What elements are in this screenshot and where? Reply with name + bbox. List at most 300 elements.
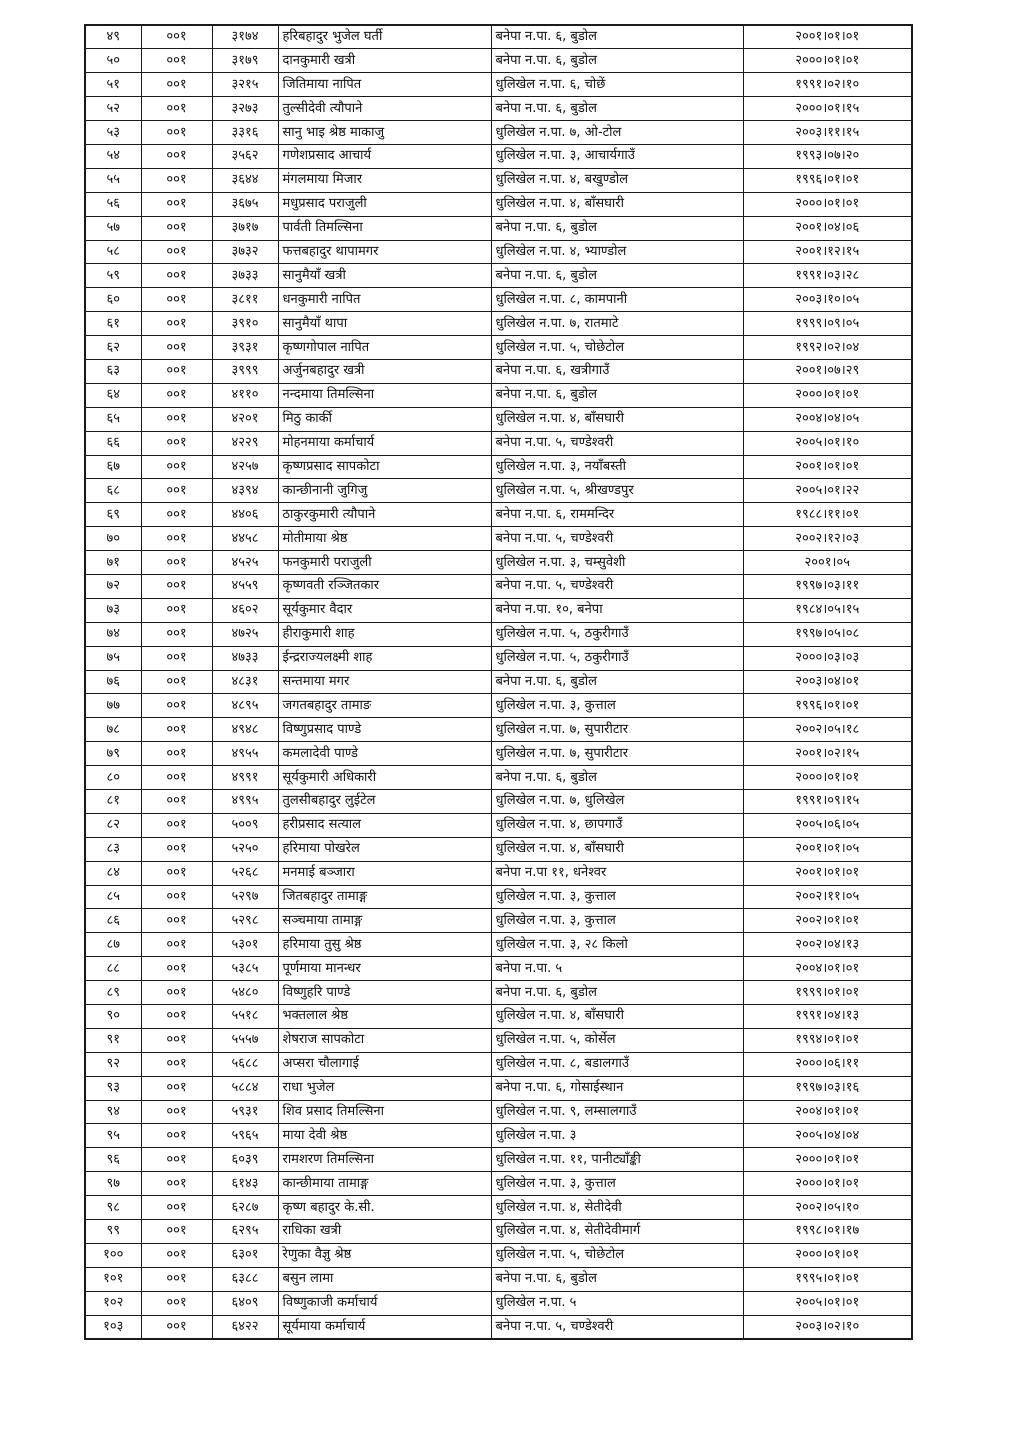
- date-cell: १९९१।०३।२८: [743, 264, 912, 288]
- table-row: [85, 1243, 912, 1267]
- address-cell: धुलिखेल न.पा. ७, धुलिखेल: [491, 790, 743, 814]
- code-cell: ००१: [141, 1148, 212, 1172]
- serial-number-cell: ५९: [85, 264, 141, 288]
- date-cell: २००५।०१।२२: [743, 479, 912, 503]
- date-cell: २००५।०१।१०: [743, 431, 912, 455]
- code-cell: ००१: [141, 598, 212, 622]
- registration-number-cell: ४५५९: [212, 574, 278, 598]
- code-cell: ००१: [141, 670, 212, 694]
- name-cell: मधुप्रसाद पराजुली: [278, 192, 491, 216]
- name-cell: विष्णुकाजी कर्माचार्य: [278, 1291, 491, 1315]
- code-cell: ००१: [141, 407, 212, 431]
- date-cell: १९९९।०१।०१: [743, 981, 912, 1005]
- registration-number-cell: ५५५७: [212, 1028, 278, 1052]
- code-cell: ००१: [141, 527, 212, 551]
- registration-number-cell: ३६४४: [212, 168, 278, 192]
- table-row: [85, 694, 912, 718]
- date-cell: २०००।०१।१५: [743, 97, 912, 121]
- serial-number-cell: ९८: [85, 1196, 141, 1220]
- date-cell: २०००।०६।११: [743, 1052, 912, 1076]
- table-row: [85, 455, 912, 479]
- name-cell: कृष्णगोपाल नापित: [278, 336, 491, 360]
- registration-number-cell: ३१७४: [212, 25, 278, 49]
- serial-number-cell: १००: [85, 1243, 141, 1267]
- address-cell: धुलिखेल न.पा. ४, बाँसघारी: [491, 192, 743, 216]
- name-cell: मोहनमाया कर्माचार्य: [278, 431, 491, 455]
- date-cell: १९९९।०९।०५: [743, 312, 912, 336]
- registration-number-cell: ३६७५: [212, 192, 278, 216]
- date-cell: २०००।०१।०१: [743, 1148, 912, 1172]
- code-cell: ००१: [141, 574, 212, 598]
- code-cell: ००१: [141, 1315, 212, 1339]
- address-cell: धुलिखेल न.पा. ४, छापगाउँ: [491, 813, 743, 837]
- code-cell: ००१: [141, 981, 212, 1005]
- registration-number-cell: ३९९९: [212, 359, 278, 383]
- code-cell: ००१: [141, 718, 212, 742]
- date-cell: २०००।०१।०१: [743, 383, 912, 407]
- date-cell: २००१।०१।०१: [743, 455, 912, 479]
- serial-number-cell: ६१: [85, 312, 141, 336]
- name-cell: सानुमैयाँ थापा: [278, 312, 491, 336]
- registration-number-cell: ५००९: [212, 813, 278, 837]
- address-cell: धुलिखेल न.पा. ३: [491, 1124, 743, 1148]
- date-cell: १९९८।०१।१७: [743, 1220, 912, 1244]
- address-cell: धुलिखेल न.पा. ५, ठकुरीगाउँ: [491, 646, 743, 670]
- name-cell: गणेशप्रसाद आचार्य: [278, 144, 491, 168]
- code-cell: ००१: [141, 885, 212, 909]
- serial-number-cell: ७८: [85, 718, 141, 742]
- serial-number-cell: ८५: [85, 885, 141, 909]
- code-cell: ००१: [141, 431, 212, 455]
- name-cell: हरिबहादुर भुजेल घर्ती: [278, 25, 491, 49]
- registration-number-cell: ३२७३: [212, 97, 278, 121]
- code-cell: ००१: [141, 1076, 212, 1100]
- registration-number-cell: ५९६५: [212, 1124, 278, 1148]
- code-cell: ००१: [141, 813, 212, 837]
- name-cell: हरीप्रसाद सत्याल: [278, 813, 491, 837]
- serial-number-cell: ७२: [85, 574, 141, 598]
- name-cell: हरिमाया तुसु श्रेष्ठ: [278, 933, 491, 957]
- date-cell: १९९७।०३।१६: [743, 1076, 912, 1100]
- address-cell: बनेपा न.पा. ६, बुडोल: [491, 216, 743, 240]
- code-cell: ००१: [141, 861, 212, 885]
- name-cell: अप्सरा चौलागाई: [278, 1052, 491, 1076]
- serial-number-cell: ९३: [85, 1076, 141, 1100]
- name-cell: धनकुमारी नापित: [278, 288, 491, 312]
- address-cell: बनेपा न.पा. ६, बुडोल: [491, 97, 743, 121]
- table-row: [85, 527, 912, 551]
- address-cell: धुलिखेल न.पा. ५, कोर्सेल: [491, 1028, 743, 1052]
- table-row: [85, 766, 912, 790]
- address-cell: बनेपा न.पा. ५: [491, 957, 743, 981]
- code-cell: ००१: [141, 909, 212, 933]
- address-cell: धुलिखेल न.पा. ३, कुत्ताल: [491, 885, 743, 909]
- table-row: [85, 646, 912, 670]
- code-cell: ००१: [141, 551, 212, 575]
- code-cell: ००१: [141, 1291, 212, 1315]
- date-cell: २०००।०१।०१: [743, 1172, 912, 1196]
- registration-number-cell: ५२९८: [212, 909, 278, 933]
- name-cell: जितबहादुर तामाङ्ग: [278, 885, 491, 909]
- serial-number-cell: ७०: [85, 527, 141, 551]
- serial-number-cell: ५३: [85, 121, 141, 145]
- registration-number-cell: ३१७९: [212, 49, 278, 73]
- name-cell: शेषराज सापकोटा: [278, 1028, 491, 1052]
- registration-number-cell: ४२२९: [212, 431, 278, 455]
- address-cell: धुलिखेल न.पा. ५: [491, 1291, 743, 1315]
- address-cell: बनेपा न.पा. ६, बुडोल: [491, 49, 743, 73]
- name-cell: कृष्णवती रञ्जितकार: [278, 574, 491, 598]
- address-cell: धुलिखेल न.पा. ३, कुत्ताल: [491, 909, 743, 933]
- address-cell: बनेपा न.पा. १०, बनेपा: [491, 598, 743, 622]
- code-cell: ००१: [141, 742, 212, 766]
- code-cell: ००१: [141, 455, 212, 479]
- date-cell: २०००।०३।०३: [743, 646, 912, 670]
- address-cell: धुलिखेल न.पा. ५, चोछेटोल: [491, 1243, 743, 1267]
- serial-number-cell: ४९: [85, 25, 141, 49]
- serial-number-cell: ९७: [85, 1172, 141, 1196]
- registration-number-cell: ४२५७: [212, 455, 278, 479]
- table-row: [85, 25, 912, 49]
- serial-number-cell: ५१: [85, 73, 141, 97]
- date-cell: २००२।१२।०३: [743, 527, 912, 551]
- address-cell: धुलिखेल न.पा. ७, ओ-टोल: [491, 121, 743, 145]
- code-cell: ००१: [141, 73, 212, 97]
- address-cell: धुलिखेल न.पा. ११, पानीट्याँङ्की: [491, 1148, 743, 1172]
- registration-number-cell: ४६०२: [212, 598, 278, 622]
- address-cell: धुलिखेल न.पा. ३, आचार्यगाउँ: [491, 144, 743, 168]
- registration-number-cell: ५९३१: [212, 1100, 278, 1124]
- name-cell: हरिमाया पोखरेल: [278, 837, 491, 861]
- address-cell: धुलिखेल न.पा. ४, बाँसघारी: [491, 1005, 743, 1029]
- serial-number-cell: ५४: [85, 144, 141, 168]
- table-row: [85, 240, 912, 264]
- code-cell: ००१: [141, 336, 212, 360]
- registration-number-cell: ६०३९: [212, 1148, 278, 1172]
- table-row: [85, 1028, 912, 1052]
- code-cell: ००१: [141, 622, 212, 646]
- address-cell: बनेपा न.पा. ६, बुडोल: [491, 670, 743, 694]
- table-row: [85, 813, 912, 837]
- code-cell: ००१: [141, 121, 212, 145]
- address-cell: धुलिखेल न.पा. ५, श्रीखण्डपुर: [491, 479, 743, 503]
- table-row: [85, 144, 912, 168]
- table-row: [85, 1076, 912, 1100]
- serial-number-cell: ६६: [85, 431, 141, 455]
- registration-number-cell: ४३९४: [212, 479, 278, 503]
- registration-number-cell: ३५६२: [212, 144, 278, 168]
- date-cell: २००२।०४।१३: [743, 933, 912, 957]
- table-row: [85, 1196, 912, 1220]
- date-cell: २००४।०१।०१: [743, 1100, 912, 1124]
- registration-number-cell: ५२६८: [212, 861, 278, 885]
- table-row: [85, 1172, 912, 1196]
- serial-number-cell: ६२: [85, 336, 141, 360]
- date-cell: २००१।०१।०५: [743, 837, 912, 861]
- name-cell: बसुन लामा: [278, 1267, 491, 1291]
- registration-number-cell: ५५१८: [212, 1005, 278, 1029]
- table-row: [85, 742, 912, 766]
- address-cell: बनेपा न.पा. ६, बुडोल: [491, 383, 743, 407]
- date-cell: १९९६।०१।०१: [743, 694, 912, 718]
- table-row: [85, 383, 912, 407]
- table-row: [85, 670, 912, 694]
- table-row: [85, 1291, 912, 1315]
- date-cell: २००५।०१।०१: [743, 1291, 912, 1315]
- code-cell: ००१: [141, 383, 212, 407]
- name-cell: हीराकुमारी शाह: [278, 622, 491, 646]
- serial-number-cell: ९२: [85, 1052, 141, 1076]
- name-cell: अर्जुनबहादुर खत्री: [278, 359, 491, 383]
- name-cell: राधा भुजेल: [278, 1076, 491, 1100]
- serial-number-cell: ८१: [85, 790, 141, 814]
- table-row: [85, 1148, 912, 1172]
- serial-number-cell: ९९: [85, 1220, 141, 1244]
- name-cell: जगतबहादुर तामाङ: [278, 694, 491, 718]
- address-cell: बनेपा न.पा. ६, बुडोल: [491, 1267, 743, 1291]
- date-cell: २००५।०४।०४: [743, 1124, 912, 1148]
- registration-number-cell: ६४०९: [212, 1291, 278, 1315]
- name-cell: सञ्चमाया तामाङ्ग: [278, 909, 491, 933]
- date-cell: २००१।०५: [743, 551, 912, 575]
- date-cell: २००२।०१।०१: [743, 909, 912, 933]
- serial-number-cell: ५०: [85, 49, 141, 73]
- table-row: [85, 503, 912, 527]
- code-cell: ००१: [141, 1267, 212, 1291]
- address-cell: बनेपा न.पा. ६, बुडोल: [491, 766, 743, 790]
- serial-number-cell: ५६: [85, 192, 141, 216]
- table-row: [85, 909, 912, 933]
- serial-number-cell: १०१: [85, 1267, 141, 1291]
- address-cell: धुलिखेल न.पा. ९, लम्सालगाउँ: [491, 1100, 743, 1124]
- address-cell: बनेपा न.पा. ५, चण्डेश्वरी: [491, 431, 743, 455]
- name-cell: ईन्द्रराज्यलक्ष्मी शाह: [278, 646, 491, 670]
- name-cell: कान्छीमाया तामाङ्ग: [278, 1172, 491, 1196]
- code-cell: ००१: [141, 1172, 212, 1196]
- table-row: [85, 216, 912, 240]
- table-row: [85, 1100, 912, 1124]
- registration-number-cell: ६४२२: [212, 1315, 278, 1339]
- serial-number-cell: ७६: [85, 670, 141, 694]
- name-cell: तुल्सीदेवी त्यौपाने: [278, 97, 491, 121]
- registration-number-cell: ४८३१: [212, 670, 278, 694]
- code-cell: ००१: [141, 25, 212, 49]
- code-cell: ००१: [141, 312, 212, 336]
- registration-number-cell: ३७३२: [212, 240, 278, 264]
- name-cell: विष्णुहरि पाण्डे: [278, 981, 491, 1005]
- registration-number-cell: ५८८४: [212, 1076, 278, 1100]
- code-cell: ००१: [141, 790, 212, 814]
- address-cell: बनेपा न.पा. ६, बुडोल: [491, 264, 743, 288]
- table-row: [85, 336, 912, 360]
- code-cell: ००१: [141, 240, 212, 264]
- code-cell: ००१: [141, 766, 212, 790]
- registration-number-cell: ४२०१: [212, 407, 278, 431]
- registration-number-cell: ६२८७: [212, 1196, 278, 1220]
- date-cell: २००२।०५।१८: [743, 718, 912, 742]
- code-cell: ००१: [141, 1005, 212, 1029]
- table-row: [85, 933, 912, 957]
- code-cell: ००१: [141, 168, 212, 192]
- code-cell: ००१: [141, 646, 212, 670]
- serial-number-cell: ६९: [85, 503, 141, 527]
- registration-number-cell: ४९५५: [212, 742, 278, 766]
- name-cell: कमलादेवी पाण्डे: [278, 742, 491, 766]
- table-row: [85, 288, 912, 312]
- serial-number-cell: ७४: [85, 622, 141, 646]
- serial-number-cell: ७३: [85, 598, 141, 622]
- table-row: [85, 121, 912, 145]
- name-cell: राधिका खत्री: [278, 1220, 491, 1244]
- date-cell: १९८८।११।०१: [743, 503, 912, 527]
- name-cell: विष्णुप्रसाद पाण्डे: [278, 718, 491, 742]
- serial-number-cell: ७९: [85, 742, 141, 766]
- date-cell: २००१।०१।०१: [743, 861, 912, 885]
- name-cell: सानुमैयाँ खत्री: [278, 264, 491, 288]
- address-cell: धुलिखेल न.पा. ४, भ्याण्डोल: [491, 240, 743, 264]
- registration-number-cell: ४७३३: [212, 646, 278, 670]
- code-cell: ००१: [141, 288, 212, 312]
- date-cell: १९९१।०२।१०: [743, 73, 912, 97]
- name-cell: सन्तमाया मगर: [278, 670, 491, 694]
- registration-number-cell: ४९९५: [212, 790, 278, 814]
- name-cell: सूर्यकुमारी अधिकारी: [278, 766, 491, 790]
- serial-number-cell: ८६: [85, 909, 141, 933]
- serial-number-cell: ६५: [85, 407, 141, 431]
- table-row: [85, 97, 912, 121]
- address-cell: धुलिखेल न.पा. ७, सुपारीटार: [491, 742, 743, 766]
- registration-number-cell: ३७१७: [212, 216, 278, 240]
- date-cell: २०००।०१।०१: [743, 49, 912, 73]
- address-cell: बनेपा न.पा. ६, बुडोल: [491, 981, 743, 1005]
- name-cell: फत्तबहादुर थापामगर: [278, 240, 491, 264]
- date-cell: २००१।०७।२९: [743, 359, 912, 383]
- registration-number-cell: ५६८८: [212, 1052, 278, 1076]
- serial-number-cell: ८०: [85, 766, 141, 790]
- date-cell: २००३।१०।०५: [743, 288, 912, 312]
- table-row: [85, 885, 912, 909]
- address-cell: धुलिखेल न.पा. ६, चोछें: [491, 73, 743, 97]
- registration-number-cell: ३२१५: [212, 73, 278, 97]
- table-row: [85, 1124, 912, 1148]
- date-cell: २००१।०१।०१: [743, 25, 912, 49]
- date-cell: १९९६।०१।०१: [743, 168, 912, 192]
- table-row: [85, 312, 912, 336]
- registration-number-cell: ५३०१: [212, 933, 278, 957]
- table-row: [85, 837, 912, 861]
- name-cell: रामशरण तिमल्सिना: [278, 1148, 491, 1172]
- date-cell: २०००।०१।०१: [743, 766, 912, 790]
- code-cell: ००१: [141, 694, 212, 718]
- address-cell: धुलिखेल न.पा. ७, सुपारीटार: [491, 718, 743, 742]
- name-cell: ठाकुरकुमारी त्यौपाने: [278, 503, 491, 527]
- code-cell: ००१: [141, 97, 212, 121]
- date-cell: २००३।०२।१०: [743, 1315, 912, 1339]
- date-cell: १९९७।०५।०८: [743, 622, 912, 646]
- table-row: [85, 1267, 912, 1291]
- registration-number-cell: ५४८०: [212, 981, 278, 1005]
- name-cell: मोतीमाया श्रेष्ठ: [278, 527, 491, 551]
- table-row: [85, 574, 912, 598]
- date-cell: १९९२।०२।०४: [743, 336, 912, 360]
- date-cell: २००३।०४।०१: [743, 670, 912, 694]
- date-cell: २०००।०१।०१: [743, 192, 912, 216]
- serial-number-cell: ६४: [85, 383, 141, 407]
- serial-number-cell: ९१: [85, 1028, 141, 1052]
- table-row: [85, 1315, 912, 1339]
- address-cell: बनेपा न.पा. ६, गोसाईस्थान: [491, 1076, 743, 1100]
- serial-number-cell: ५२: [85, 97, 141, 121]
- code-cell: ००१: [141, 49, 212, 73]
- table-row: [85, 551, 912, 575]
- registration-number-cell: ३३१६: [212, 121, 278, 145]
- serial-number-cell: १०२: [85, 1291, 141, 1315]
- code-cell: ००१: [141, 216, 212, 240]
- table-row: [85, 1052, 912, 1076]
- code-cell: ००१: [141, 1196, 212, 1220]
- date-cell: २००२।११।०५: [743, 885, 912, 909]
- name-cell: कृष्ण बहादुर के.सी.: [278, 1196, 491, 1220]
- table-row: [85, 407, 912, 431]
- registration-number-cell: ४५२५: [212, 551, 278, 575]
- registration-number-cell: ६३८८: [212, 1267, 278, 1291]
- table-row: [85, 49, 912, 73]
- table-row: [85, 957, 912, 981]
- serial-number-cell: ७७: [85, 694, 141, 718]
- address-cell: धुलिखेल न.पा. ४, सेतीदेवी: [491, 1196, 743, 1220]
- table-row: [85, 598, 912, 622]
- registration-number-cell: ४४०६: [212, 503, 278, 527]
- table-row: [85, 431, 912, 455]
- serial-number-cell: ६७: [85, 455, 141, 479]
- serial-number-cell: ५५: [85, 168, 141, 192]
- code-cell: ००१: [141, 1028, 212, 1052]
- name-cell: रेणुका वैज्ञु श्रेष्ठ: [278, 1243, 491, 1267]
- table-row: [85, 168, 912, 192]
- code-cell: ००१: [141, 264, 212, 288]
- serial-number-cell: ९६: [85, 1148, 141, 1172]
- address-cell: धुलिखेल न.पा. ३, कुत्ताल: [491, 694, 743, 718]
- code-cell: ००१: [141, 144, 212, 168]
- code-cell: ००१: [141, 957, 212, 981]
- registration-number-cell: ४७२५: [212, 622, 278, 646]
- serial-number-cell: ५७: [85, 216, 141, 240]
- table-row: [85, 790, 912, 814]
- address-cell: बनेपा न.पा. ६, बुडोल: [491, 25, 743, 49]
- address-cell: धुलिखेल न.पा. ४, बाँसघारी: [491, 837, 743, 861]
- code-cell: ००१: [141, 503, 212, 527]
- address-cell: धुलिखेल न.पा. ३, २८ किलो: [491, 933, 743, 957]
- registration-number-cell: ५२९७: [212, 885, 278, 909]
- address-cell: धुलिखेल न.पा. ८, कामपानी: [491, 288, 743, 312]
- date-cell: २००४।०१।०१: [743, 957, 912, 981]
- date-cell: २००५।०६।०५: [743, 813, 912, 837]
- date-cell: १९९१।०४।१३: [743, 1005, 912, 1029]
- table-row: [85, 622, 912, 646]
- serial-number-cell: ८७: [85, 933, 141, 957]
- name-cell: शिव प्रसाद तिमल्सिना: [278, 1100, 491, 1124]
- date-cell: १९९३।०७।२०: [743, 144, 912, 168]
- date-cell: २००३।११।१५: [743, 121, 912, 145]
- table-row: [85, 1220, 912, 1244]
- date-cell: १९८४।०५।१५: [743, 598, 912, 622]
- name-cell: पार्वती तिमल्सिना: [278, 216, 491, 240]
- serial-number-cell: ६८: [85, 479, 141, 503]
- code-cell: ००१: [141, 479, 212, 503]
- serial-number-cell: ९५: [85, 1124, 141, 1148]
- date-cell: २००२।०५।१०: [743, 1196, 912, 1220]
- address-cell: बनेपा न.पा. ६, खत्रीगाउँ: [491, 359, 743, 383]
